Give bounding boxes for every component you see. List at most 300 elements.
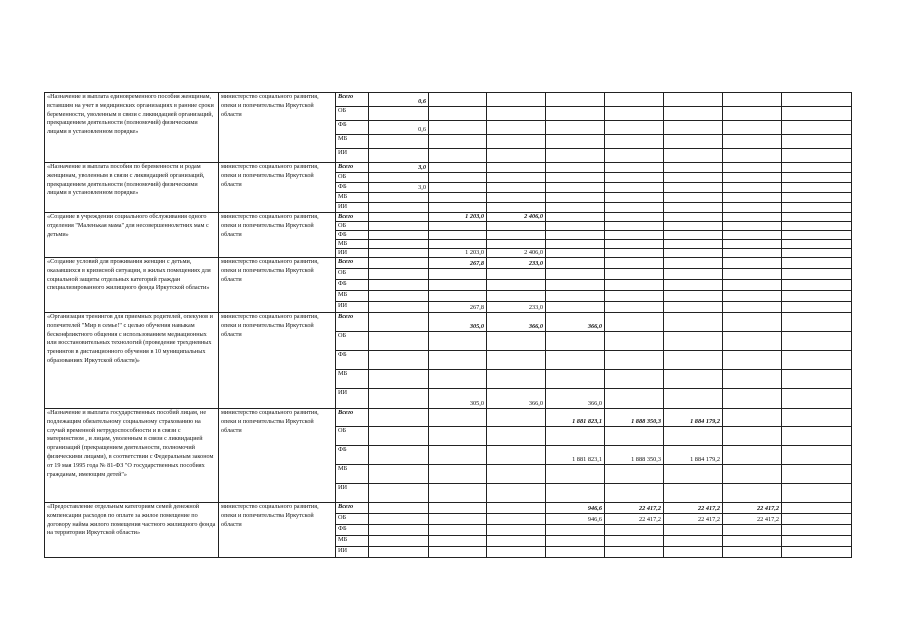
value-cell xyxy=(546,291,605,302)
value-cell xyxy=(369,370,429,389)
value-cell xyxy=(664,203,723,213)
value-cell xyxy=(723,149,782,163)
executor-name: министерство социального развития, опеки и попечительства Иркутской области xyxy=(219,213,336,258)
executor-name: министерство социального развития, опеки и попечительства Иркутской области xyxy=(219,503,336,558)
value-cell xyxy=(369,149,429,163)
empty-cell xyxy=(782,240,852,249)
value-cell xyxy=(429,93,487,107)
program-table xyxy=(44,92,852,558)
value-cell xyxy=(723,547,782,558)
measure-name: «Назначение и выплата пособия по беременности и родам женщинам, уволенным в связи с ликвидацией организаций, прекращением деятельности (полномочий) физическими лицами в установленном порядке» xyxy=(45,163,219,213)
empty-cell xyxy=(782,135,852,149)
empty-cell xyxy=(782,183,852,193)
funding-source-label: Всего xyxy=(336,409,369,427)
table-row xyxy=(45,163,852,173)
value-cell xyxy=(664,389,723,409)
value-cell xyxy=(369,427,429,446)
measure-name: «Создание условий для проживания женщин с детьми, оказавшихся в кризисной ситуации, в жилых помещениях для социальной защиты отдельных категорий граждан специализированного жилищного фонда Иркутской области» xyxy=(45,258,219,313)
value-cell xyxy=(605,193,664,203)
table-row xyxy=(45,503,852,514)
value-cell: 1 203,0 xyxy=(429,213,487,222)
value-cell xyxy=(429,183,487,193)
value-cell xyxy=(487,231,546,240)
value-cell: 1 884 179,2 xyxy=(664,446,723,465)
value-cell xyxy=(664,173,723,183)
funding-source-label: ОБ xyxy=(336,514,369,525)
value-cell xyxy=(487,370,546,389)
value-cell xyxy=(429,427,487,446)
value-cell xyxy=(487,446,546,465)
value-cell xyxy=(664,547,723,558)
value-cell xyxy=(605,389,664,409)
empty-cell xyxy=(782,525,852,536)
value-cell xyxy=(723,203,782,213)
value-cell xyxy=(369,258,429,269)
value-cell xyxy=(546,231,605,240)
value-cell xyxy=(605,231,664,240)
funding-source-label: Всего xyxy=(336,503,369,514)
value-cell xyxy=(723,409,782,427)
value-cell xyxy=(487,536,546,547)
value-cell xyxy=(429,446,487,465)
value-cell xyxy=(369,389,429,409)
value-cell xyxy=(605,203,664,213)
funding-source-label: ИИ xyxy=(336,149,369,163)
value-cell: 1 888 350,3 xyxy=(605,409,664,427)
value-cell xyxy=(664,332,723,351)
value-cell xyxy=(723,222,782,231)
funding-source-label: ФБ xyxy=(336,121,369,135)
measure-name: «Создание в учреждении социального обслуживания одного отделения "Маленькая мама" для несовершеннолетних мам с детьми» xyxy=(45,213,219,258)
value-cell xyxy=(723,213,782,222)
empty-cell xyxy=(782,121,852,135)
value-cell xyxy=(369,465,429,484)
value-cell xyxy=(723,107,782,121)
value-cell xyxy=(546,203,605,213)
funding-source-label: ФБ xyxy=(336,183,369,193)
value-cell xyxy=(723,135,782,149)
value-cell xyxy=(664,280,723,291)
value-cell xyxy=(369,547,429,558)
value-cell xyxy=(546,193,605,203)
value-cell xyxy=(605,280,664,291)
value-cell xyxy=(546,240,605,249)
value-cell xyxy=(664,231,723,240)
value-cell xyxy=(546,302,605,313)
value-cell xyxy=(605,269,664,280)
value-cell xyxy=(546,547,605,558)
value-cell xyxy=(546,149,605,163)
value-cell xyxy=(429,231,487,240)
value-cell xyxy=(369,291,429,302)
value-cell xyxy=(605,465,664,484)
value-cell xyxy=(487,163,546,173)
value-cell xyxy=(723,389,782,409)
value-cell xyxy=(487,222,546,231)
funding-source-label: ФБ xyxy=(336,351,369,370)
value-cell xyxy=(605,525,664,536)
value-cell xyxy=(369,193,429,203)
value-cell xyxy=(605,173,664,183)
funding-source-label: МБ xyxy=(336,536,369,547)
value-cell xyxy=(664,484,723,503)
value-cell xyxy=(487,351,546,370)
value-cell xyxy=(369,107,429,121)
value-cell xyxy=(369,351,429,370)
value-cell xyxy=(605,427,664,446)
value-cell xyxy=(369,249,429,258)
value-cell xyxy=(546,213,605,222)
value-cell xyxy=(546,427,605,446)
funding-source-label: ОБ xyxy=(336,427,369,446)
measure-name: «Предоставление отдельным категориям семей денежной компенсации расходов по оплате за жилое помещение по договору найма жилого помещения частного жилищного фонда на территории Иркутской области» xyxy=(45,503,219,558)
value-cell xyxy=(369,525,429,536)
executor-name: министерство социального развития, опеки и попечительства Иркутской области xyxy=(219,163,336,213)
value-cell xyxy=(664,536,723,547)
empty-cell xyxy=(782,313,852,332)
value-cell xyxy=(369,213,429,222)
value-cell xyxy=(546,370,605,389)
value-cell xyxy=(369,280,429,291)
value-cell xyxy=(487,525,546,536)
value-cell: 3,0 xyxy=(369,163,429,173)
funding-source-label: ИИ xyxy=(336,249,369,258)
value-cell xyxy=(605,222,664,231)
value-cell xyxy=(369,332,429,351)
empty-cell xyxy=(782,291,852,302)
value-cell: 366,0 xyxy=(487,313,546,332)
funding-source-label: ОБ xyxy=(336,222,369,231)
value-cell xyxy=(723,173,782,183)
value-cell xyxy=(664,427,723,446)
empty-cell xyxy=(782,231,852,240)
value-cell xyxy=(605,93,664,107)
value-cell xyxy=(429,135,487,149)
empty-cell xyxy=(782,149,852,163)
funding-source-label: ИИ xyxy=(336,484,369,503)
value-cell xyxy=(429,503,487,514)
value-cell xyxy=(546,183,605,193)
value-cell xyxy=(605,302,664,313)
empty-cell xyxy=(782,173,852,183)
value-cell xyxy=(487,484,546,503)
value-cell xyxy=(429,193,487,203)
value-cell xyxy=(429,332,487,351)
funding-source-label: ИИ xyxy=(336,203,369,213)
value-cell xyxy=(546,135,605,149)
empty-cell xyxy=(782,163,852,173)
funding-source-label: Всего xyxy=(336,213,369,222)
measure-name: «Назначение и выплата единовременного пособия женщинам, вставшим на учет в медицинских организациях в ранние сроки беременности, уволенным в связи с ликвидацией организаций, прекращением деятельности (полномочий) физическими лицами в установленном порядке» xyxy=(45,93,219,163)
value-cell xyxy=(429,269,487,280)
value-cell: 366,0 xyxy=(487,389,546,409)
value-cell xyxy=(664,269,723,280)
value-cell: 0,6 xyxy=(369,121,429,135)
value-cell xyxy=(723,427,782,446)
value-cell xyxy=(546,536,605,547)
value-cell: 233,0 xyxy=(487,258,546,269)
value-cell: 2 406,0 xyxy=(487,213,546,222)
empty-cell xyxy=(782,213,852,222)
value-cell: 267,8 xyxy=(429,302,487,313)
value-cell xyxy=(487,269,546,280)
value-cell xyxy=(369,231,429,240)
value-cell xyxy=(487,149,546,163)
value-cell: 305,0 xyxy=(429,313,487,332)
value-cell xyxy=(546,93,605,107)
funding-source-label: ОБ xyxy=(336,173,369,183)
value-cell xyxy=(369,173,429,183)
value-cell xyxy=(605,484,664,503)
value-cell xyxy=(429,525,487,536)
value-cell xyxy=(546,332,605,351)
value-cell: 3,0 xyxy=(369,183,429,193)
empty-cell xyxy=(782,547,852,558)
value-cell xyxy=(487,427,546,446)
empty-cell xyxy=(782,536,852,547)
value-cell xyxy=(723,93,782,107)
program-table-body xyxy=(45,93,852,558)
value-cell xyxy=(546,465,605,484)
funding-source-label: МБ xyxy=(336,291,369,302)
value-cell xyxy=(605,249,664,258)
value-cell xyxy=(429,291,487,302)
value-cell xyxy=(429,536,487,547)
executor-name: министерство социального развития, опеки и попечительства Иркутской области xyxy=(219,313,336,409)
value-cell xyxy=(546,525,605,536)
value-cell xyxy=(605,213,664,222)
value-cell xyxy=(369,313,429,332)
value-cell xyxy=(605,536,664,547)
value-cell xyxy=(429,547,487,558)
funding-source-label: ОБ xyxy=(336,332,369,351)
value-cell: 366,0 xyxy=(546,389,605,409)
value-cell xyxy=(664,291,723,302)
value-cell xyxy=(546,121,605,135)
value-cell xyxy=(723,231,782,240)
value-cell xyxy=(664,240,723,249)
value-cell xyxy=(546,173,605,183)
value-cell xyxy=(487,183,546,193)
value-cell xyxy=(605,135,664,149)
value-cell: 1 888 350,3 xyxy=(605,446,664,465)
funding-source-label: ОБ xyxy=(336,107,369,121)
value-cell xyxy=(723,332,782,351)
empty-cell xyxy=(782,484,852,503)
value-cell xyxy=(429,484,487,503)
value-cell: 22 417,2 xyxy=(664,503,723,514)
value-cell: 22 417,2 xyxy=(605,514,664,525)
value-cell xyxy=(664,370,723,389)
table-row xyxy=(45,93,852,107)
funding-source-label: МБ xyxy=(336,465,369,484)
value-cell xyxy=(546,351,605,370)
table-row xyxy=(45,409,852,427)
empty-cell xyxy=(782,503,852,514)
value-cell xyxy=(487,93,546,107)
value-cell xyxy=(429,240,487,249)
empty-cell xyxy=(782,249,852,258)
value-cell xyxy=(429,107,487,121)
value-cell xyxy=(664,465,723,484)
value-cell xyxy=(723,351,782,370)
value-cell: 946,6 xyxy=(546,503,605,514)
value-cell xyxy=(546,258,605,269)
measure-name: «Назначение и выплата государственных пособий лицам, не подлежащим обязательному социальному страхованию на случай временной нетрудоспособности и в связи с материнством , и лицам, уволенным в связи с ликвидацией организаций (прекращением деятельности, полномочий физическими лицами), в соответствии с Федеральным законом от 19 мая 1995 года № 81-ФЗ "О государственных пособиях гражданам, имеющим детей"» xyxy=(45,409,219,503)
value-cell xyxy=(429,280,487,291)
value-cell xyxy=(723,291,782,302)
value-cell xyxy=(369,503,429,514)
empty-cell xyxy=(782,465,852,484)
value-cell: 0,6 xyxy=(369,93,429,107)
value-cell xyxy=(605,183,664,193)
empty-cell xyxy=(782,302,852,313)
value-cell xyxy=(723,183,782,193)
value-cell xyxy=(546,107,605,121)
value-cell xyxy=(487,203,546,213)
value-cell xyxy=(605,313,664,332)
value-cell xyxy=(664,313,723,332)
value-cell xyxy=(664,258,723,269)
value-cell xyxy=(487,173,546,183)
value-cell xyxy=(487,121,546,135)
funding-source-label: Всего xyxy=(336,258,369,269)
funding-source-label: ФБ xyxy=(336,280,369,291)
value-cell xyxy=(723,269,782,280)
value-cell xyxy=(723,370,782,389)
value-cell: 233,0 xyxy=(487,302,546,313)
value-cell xyxy=(546,222,605,231)
empty-cell xyxy=(782,107,852,121)
value-cell xyxy=(369,302,429,313)
measure-name: «Организация тренингов для приемных родителей, опекунов и попечителей "Мир в семье!" с целью обучения навыкам бесконфликтного общения с использованием медиационных или восстановительных технологий (проведение трехдневных тренингов в дистанционного обучения в 10 муниципальных образованиях Иркутской области)» xyxy=(45,313,219,409)
value-cell xyxy=(605,291,664,302)
funding-source-label: МБ xyxy=(336,193,369,203)
value-cell xyxy=(664,351,723,370)
value-cell xyxy=(664,222,723,231)
value-cell xyxy=(429,370,487,389)
value-cell xyxy=(664,121,723,135)
value-cell xyxy=(369,446,429,465)
value-cell xyxy=(487,240,546,249)
value-cell: 22 417,2 xyxy=(664,514,723,525)
value-cell xyxy=(546,269,605,280)
empty-cell xyxy=(782,93,852,107)
funding-source-label: Всего xyxy=(336,93,369,107)
value-cell xyxy=(487,503,546,514)
value-cell xyxy=(429,409,487,427)
value-cell xyxy=(723,121,782,135)
funding-source-label: МБ xyxy=(336,370,369,389)
value-cell: 2 406,0 xyxy=(487,249,546,258)
table-row xyxy=(45,213,852,222)
funding-source-label: Всего xyxy=(336,313,369,332)
value-cell xyxy=(605,258,664,269)
empty-cell xyxy=(782,280,852,291)
value-cell xyxy=(369,409,429,427)
empty-cell xyxy=(782,427,852,446)
funding-source-label: ФБ xyxy=(336,525,369,536)
value-cell xyxy=(605,351,664,370)
value-cell xyxy=(723,240,782,249)
value-cell xyxy=(723,163,782,173)
value-cell xyxy=(487,514,546,525)
value-cell xyxy=(487,465,546,484)
funding-source-label: ФБ xyxy=(336,231,369,240)
value-cell xyxy=(369,536,429,547)
funding-source-label: ФБ xyxy=(336,446,369,465)
value-cell xyxy=(664,149,723,163)
value-cell xyxy=(605,240,664,249)
empty-cell xyxy=(782,258,852,269)
value-cell xyxy=(546,484,605,503)
value-cell: 1 884 179,2 xyxy=(664,409,723,427)
value-cell: 22 417,2 xyxy=(605,503,664,514)
value-cell xyxy=(546,249,605,258)
value-cell xyxy=(723,446,782,465)
value-cell xyxy=(723,193,782,203)
value-cell xyxy=(429,149,487,163)
value-cell xyxy=(664,183,723,193)
value-cell: 1 881 823,1 xyxy=(546,446,605,465)
value-cell xyxy=(605,547,664,558)
value-cell xyxy=(605,121,664,135)
value-cell: 366,0 xyxy=(546,313,605,332)
value-cell xyxy=(429,173,487,183)
value-cell xyxy=(487,193,546,203)
value-cell xyxy=(664,302,723,313)
value-cell xyxy=(664,213,723,222)
value-cell xyxy=(487,409,546,427)
table-row xyxy=(45,258,852,269)
value-cell xyxy=(723,536,782,547)
empty-cell xyxy=(782,203,852,213)
value-cell xyxy=(723,258,782,269)
value-cell xyxy=(605,163,664,173)
value-cell xyxy=(546,280,605,291)
empty-cell xyxy=(782,269,852,280)
value-cell xyxy=(605,370,664,389)
value-cell xyxy=(605,332,664,351)
value-cell xyxy=(487,135,546,149)
value-cell: 1 203,0 xyxy=(429,249,487,258)
value-cell: 946,6 xyxy=(546,514,605,525)
value-cell xyxy=(487,280,546,291)
value-cell xyxy=(664,249,723,258)
empty-cell xyxy=(782,409,852,427)
value-cell xyxy=(369,269,429,280)
value-cell xyxy=(369,203,429,213)
value-cell xyxy=(723,484,782,503)
value-cell: 267,8 xyxy=(429,258,487,269)
funding-source-label: Всего xyxy=(336,163,369,173)
value-cell xyxy=(723,525,782,536)
value-cell xyxy=(664,193,723,203)
value-cell xyxy=(429,163,487,173)
value-cell xyxy=(723,302,782,313)
value-cell xyxy=(664,163,723,173)
value-cell xyxy=(429,514,487,525)
value-cell xyxy=(429,465,487,484)
empty-cell xyxy=(782,514,852,525)
value-cell xyxy=(487,547,546,558)
value-cell xyxy=(605,107,664,121)
value-cell xyxy=(664,93,723,107)
value-cell: 1 881 823,1 xyxy=(546,409,605,427)
value-cell xyxy=(369,135,429,149)
value-cell xyxy=(487,291,546,302)
value-cell xyxy=(429,203,487,213)
